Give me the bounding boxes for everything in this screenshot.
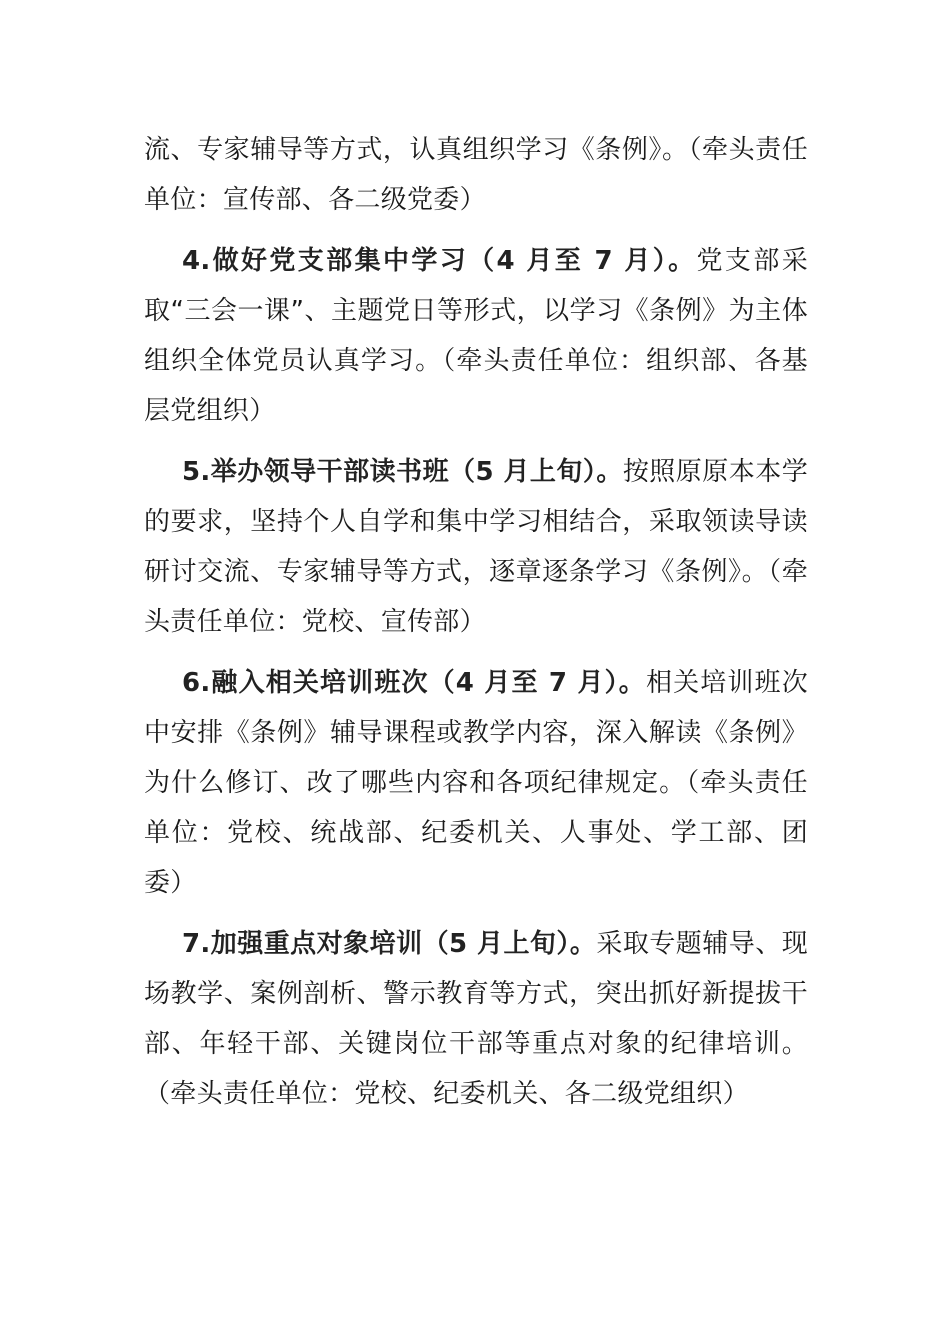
paragraph-continuation: [144, 125, 808, 225]
paragraph-heading: 4.做好党支部集中学习（4 月至 7 月）。: [182, 246, 697, 276]
paragraph-body-text: 流、专家辅导等方式，认真组织学习《条例》。（牵头责任单位：宣传部、各二级党委）: [144, 135, 808, 215]
paragraph-item-7: [144, 919, 808, 1119]
paragraph-body-text: 相关培训班次中安排《条例》辅导课程或教学内容，深入解读《条例》为什么修订、改了哪些内容和各项纪律规定。（牵头责任单位：党校、统战部、纪委机关、人事处、学工部、团委）: [144, 668, 808, 898]
paragraph-item-6: [144, 658, 808, 908]
paragraph-body-text: 党支部采取“三会一课”、主题党日等形式，以学习《条例》为主体组织全体党员认真学习。（牵头责任单位：组织部、各基层党组织）: [144, 246, 809, 426]
document-body: [144, 125, 808, 1130]
paragraph-heading: 6.融入相关培训班次（4 月至 7 月）。: [182, 668, 646, 698]
paragraph-item-5: [144, 447, 808, 647]
paragraph-item-4: [144, 236, 808, 436]
paragraph-body-text: 按照原原本本学的要求，坚持个人自学和集中学习相结合，采取领读导读研讨交流、专家辅导等方式，逐章逐条学习《条例》。（牵头责任单位：党校、宣传部）: [144, 457, 808, 637]
paragraph-heading: 5.举办领导干部读书班（5 月上旬）。: [182, 457, 623, 487]
paragraph-heading: 7.加强重点对象培训（5 月上旬）。: [182, 929, 597, 959]
paragraph-body-text: 采取专题辅导、现场教学、案例剖析、警示教育等方式，突出抓好新提拔干部、年轻干部、关键岗位干部等重点对象的纪律培训。（牵头责任单位：党校、纪委机关、各二级党组织）: [144, 929, 809, 1109]
